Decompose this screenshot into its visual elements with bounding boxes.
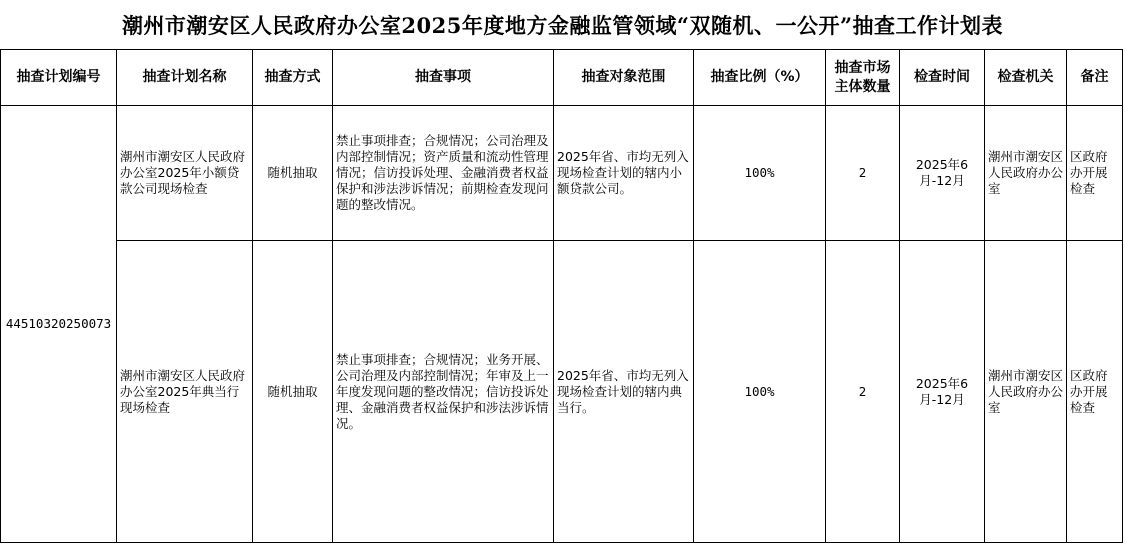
header-items: 抽查事项 [333, 50, 554, 106]
ratio-cell: 100% [694, 106, 826, 241]
agency-cell: 潮州市潮安区人民政府办公室 [985, 106, 1067, 241]
ratio-cell: 100% [694, 241, 826, 543]
page-title: 潮州市潮安区人民政府办公室2025年度地方金融监管领域“双随机、一公开”抽查工作计划表 [121, 12, 1004, 38]
plan-table [0, 49, 1123, 543]
count-cell: 2 [826, 241, 900, 543]
method-cell: 随机抽取 [253, 106, 333, 241]
remark-cell: 区政府办开展检查 [1067, 241, 1123, 543]
count-cell: 2 [826, 106, 900, 241]
plan-name-cell: 潮州市潮安区人民政府办公室2025年典当行现场检查 [117, 241, 253, 543]
time-cell: 2025年6月-12月 [900, 241, 985, 543]
time-cell: 2025年6月-12月 [900, 106, 985, 241]
items-cell: 禁止事项排查；合规情况；业务开展、公司治理及内部控制情况；年审及上一年度发现问题的整改情况；信访投诉处理、金融消费者权益保护和涉法涉诉情况。 [333, 241, 554, 543]
scope-cell: 2025年省、市均无列入现场检查计划的辖内典当行。 [554, 241, 694, 543]
header-ratio: 抽查比例（%） [694, 50, 826, 106]
scope-cell: 2025年省、市均无列入现场检查计划的辖内小额贷款公司。 [554, 106, 694, 241]
table-row [1, 106, 1123, 241]
method-cell: 随机抽取 [253, 241, 333, 543]
header-scope: 抽查对象范围 [554, 50, 694, 106]
header-count: 抽查市场主体数量 [826, 50, 900, 106]
plan-name-cell: 潮州市潮安区人民政府办公室2025年小额贷款公司现场检查 [117, 106, 253, 241]
header-plan-name: 抽查计划名称 [117, 50, 253, 106]
header-method: 抽查方式 [253, 50, 333, 106]
header-time: 检查时间 [900, 50, 985, 106]
items-cell: 禁止事项排查；合规情况；公司治理及内部控制情况；资产质量和流动性管理情况；信访投诉处理、金融消费者权益保护和涉法涉诉情况；前期检查发现问题的整改情况。 [333, 106, 554, 241]
header-plan-id: 抽查计划编号 [1, 50, 117, 106]
plan-id-cell: 44510320250073 [1, 106, 117, 543]
header-row [1, 50, 1123, 106]
agency-cell: 潮州市潮安区人民政府办公室 [985, 241, 1067, 543]
table-row [1, 241, 1123, 543]
header-remark: 备注 [1067, 50, 1123, 106]
remark-cell: 区政府办开展检查 [1067, 106, 1123, 241]
header-agency: 检查机关 [985, 50, 1067, 106]
